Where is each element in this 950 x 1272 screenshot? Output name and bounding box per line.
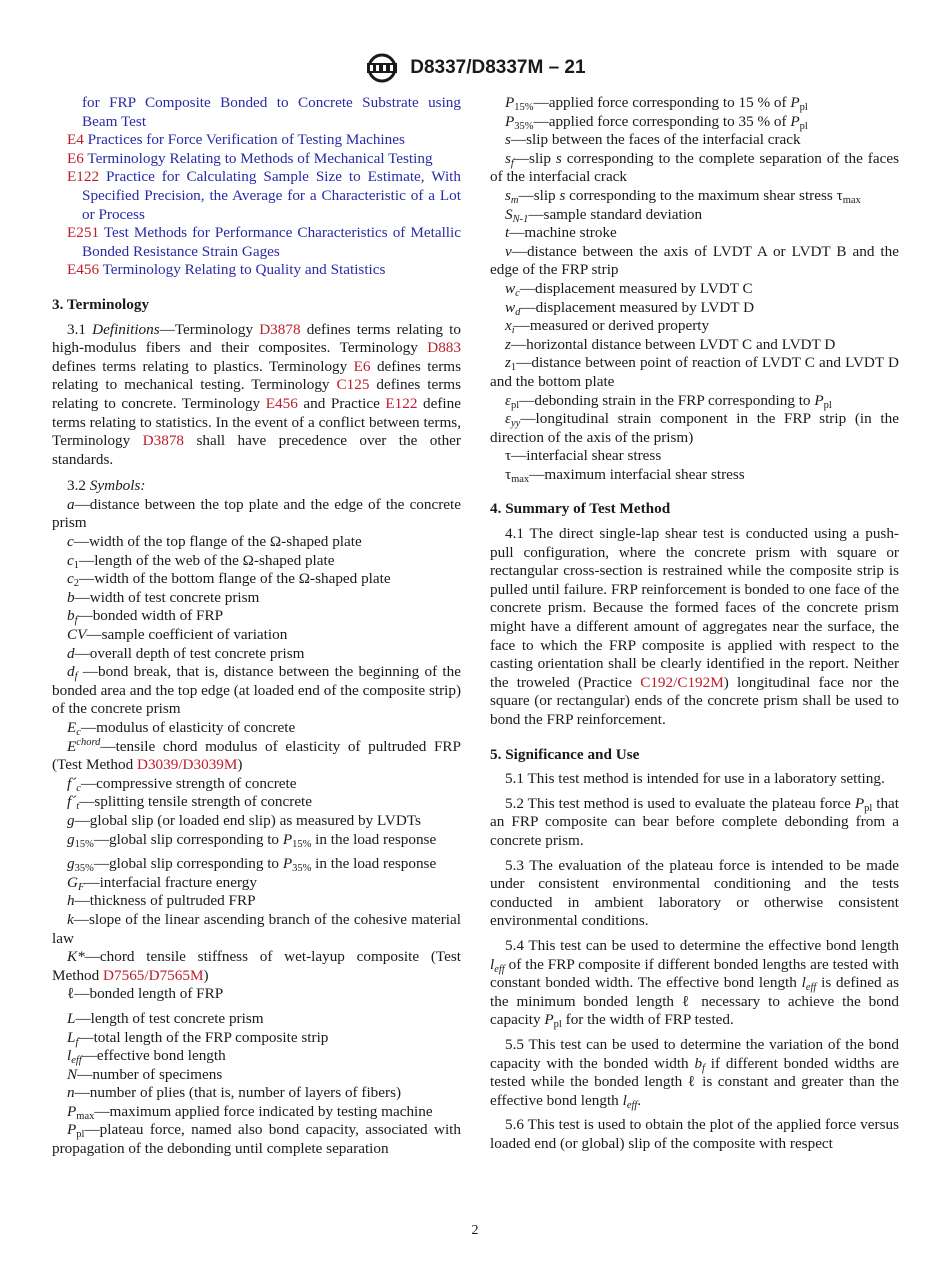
- symbol-ft: $f´_t—splitting$ tensile strength of concrete: [67, 793, 313, 813]
- symbol-ec: $E_c—modulus$ of elasticity of concrete: [67, 719, 296, 738]
- symbol-z1: $z_1—distance$ between point of reaction of LVDT C and LVDT D and the bottom plate: [490, 354, 899, 390]
- reference-e251[interactable]: E251 Test Methods for Performance Characteristics of Metallic Bonded Resistance Strain Gages: [67, 224, 461, 260]
- symbol-kstar: K*—chord tensile stiffness of wet-layup composite (Test Method D7565/D7565M): [52, 948, 461, 984]
- symbol-c: c—width of the top flange of the Ω-shaped plate: [67, 533, 362, 551]
- symbol-echord: $E^{chord}—tensile$ chord modulus of elasticity of pultruded FRP (Test Method D3039/D3039M): [52, 736, 461, 774]
- symbol-fc: $f´_c—compressive$ strength of concrete: [67, 774, 297, 794]
- symbol-ell: ℓ—bonded length of FRP: [67, 985, 224, 1003]
- paragraph-5-3: 5.3 The evaluation of the plateau force is intended to be made under consistent environmental conditioning and the tests conducted in ambient laboratory or otherwise consistent environmental conditions.: [490, 856, 899, 930]
- section-5-title: 5. Significance and Use: [490, 745, 640, 763]
- symbol-N: N—number of specimens: [67, 1065, 223, 1083]
- symbol-s: s—slip between the faces of the interfacial crack: [505, 131, 801, 149]
- ref-d883[interactable]: D883: [427, 339, 461, 357]
- symbol-tau: τ—interfacial shear stress: [505, 447, 662, 465]
- reference-e456[interactable]: E456 Terminology Relating to Quality and Statistics: [67, 261, 386, 279]
- symbol-taumax: $\tau_{max}—maximum$ interfacial shear stress: [505, 465, 745, 485]
- symbol-wc: $w_c—displacement$ measured by LVDT C: [505, 279, 753, 299]
- symbol-g35: $g_{35\%}—global$ slip corresponding to $P_{35\%}$ in the load response: [67, 855, 437, 875]
- symbol-gf: $G_F—interfacial$ fracture energy: [67, 873, 257, 893]
- symbol-d: d—overall depth of test concrete prism: [67, 644, 305, 662]
- symbol-c1: $c_1—length$ of the web of the Ω-shaped plate: [67, 551, 335, 571]
- ref-d3039[interactable]: D3039/D3039M: [136, 756, 238, 774]
- symbol-L: L—length of test concrete prism: [67, 1009, 264, 1027]
- symbol-ppl: $P_{pl}—plateau$ force, named also bond capacity, associated with propagation of the debonding until complete separation: [52, 1121, 461, 1158]
- right-column: [490, 94, 899, 1153]
- ref-d3878[interactable]: D3878: [259, 320, 301, 338]
- paragraph-5-4: 5.4 This test can be used to determine the effective bond length $l_{eff}$ of the FRP composite if different bonded lengths are tested with constant bonded width. The effective bond length $l_{eff}$ is defined as the minimum bonded length ℓ necessary to achieve the bond capacity $P_{pl}$ for the width of FRP tested.: [490, 936, 899, 1031]
- symbol-df: $d_f$ —bond break, that is, distance between the beginning of the bonded area and the top edge (at loaded end of the composite strip) of the concrete prism: [52, 663, 461, 718]
- paragraph-3-2: 3.2 Symbols:: [67, 477, 146, 495]
- symbol-h: h—thickness of pultruded FRP: [67, 892, 256, 910]
- reference-continued[interactable]: for FRP Composite Bonded to Concrete Substrate using Beam Test: [82, 94, 461, 130]
- symbol-b: b—width of test concrete prism: [67, 588, 260, 606]
- symbol-xi: $x_i—measured$ or derived property: [505, 317, 710, 337]
- symbol-leff: $l_{eff}—effective$ bond length: [67, 1047, 226, 1067]
- page-header: [0, 52, 950, 84]
- symbol-wd: $w_d—displacement$ measured by LVDT D: [505, 298, 755, 318]
- symbol-v: v—distance between the axis of LVDT A or LVDT B and the edge of the FRP strip: [490, 242, 899, 279]
- symbol-sn1: $S_{N-1}—sample$ standard deviation: [505, 205, 703, 225]
- left-column: [52, 94, 461, 1159]
- symbol-pmax: $P_{max}—maximum$ applied force indicated by testing machine: [67, 1102, 433, 1122]
- reference-e4[interactable]: E4 Practices for Force Verification of Testing Machines: [67, 131, 405, 149]
- symbol-epl: $\varepsilon_{pl}—debonding$ strain in the FRP corresponding to $P_{pl}$: [505, 391, 832, 411]
- paragraph-3-1: 3.1 Definitions—Terminology D3878 defines terms relating to high-modulus fibers and their composites. Terminology D883 defines terms relating to plastics. Terminology E6 defines terms relating to mechanical testing. Terminology C125 defines terms relating to concrete. Terminology E456 and Practice E122 define terms relating to statistics. In the event of a conflict between terms, Terminology D3878 shall have precedence over the other standards.: [52, 320, 461, 468]
- paragraph-4-1: 4.1 The direct single-lap shear test is conducted using a push-pull configuration, where the concrete prism with square or rectangular cross-section is restrained while the composite strip is pulled until failure. FRP reinforcement is bonded to one face of the concrete prism. Because the formed faces of the concrete prism might have a different amount of aggregates near the surface, the face to which the FRP composite is applied with respect to the casting orientation shall be clearly identified in the report. Neither the troweled (Practice C192/C192M) longitudinal face nor the square (or rectangular) ends of the concrete prism shall be used to bond the FRP reinforcement.: [490, 525, 900, 728]
- ref-c192[interactable]: C192/C192M: [640, 673, 724, 691]
- page-number: 2: [471, 1223, 479, 1238]
- paragraph-5-6: 5.6 This test is used to obtain the plot of the applied force versus loaded end (or global) slip of the composite with respect: [490, 1116, 899, 1152]
- reference-e6[interactable]: E6 Terminology Relating to Methods of Mechanical Testing: [67, 149, 433, 167]
- section-4-title: 4. Summary of Test Method: [490, 500, 671, 518]
- symbol-sf: $s_f—slip$ s corresponding to the complete separation of the faces of the interfacial crack: [490, 149, 899, 186]
- symbol-cv: CV—sample coefficient of variation: [67, 626, 288, 644]
- symbol-c2: $c_2—width$ of the bottom flange of the Ω-shaped plate: [67, 570, 391, 590]
- symbol-n: n—number of plies (that is, number of layers of fibers): [67, 1084, 402, 1102]
- paragraph-5-2: 5.2 This test method is used to evaluate the plateau force $P_{pl}$ that an FRP composite can bear before complete debonding from a concrete prism.: [490, 794, 899, 849]
- symbol-g15: $g_{15\%}—global$ slip corresponding to $P_{15\%}$ in the load response: [67, 830, 437, 850]
- symbol-Lf: $L_f—total$ length of the FRP composite strip: [67, 1028, 329, 1048]
- ref-d7565[interactable]: D7565/D7565M: [103, 966, 204, 984]
- symbol-p35: $P_{35\%}—applied$ force corresponding to 35 % of $P_{pl}$: [505, 112, 808, 132]
- paragraph-5-5: 5.5 This test can be used to determine the variation of the bond capacity with the bonded width $b_f$ if different bonded widths are tested while the bonded length ℓ is constant and greater than the effective bond length $l_{eff}$.: [490, 1035, 899, 1111]
- ref-e6[interactable]: E6: [353, 357, 371, 375]
- symbol-z: z—horizontal distance between LVDT C and LVDT D: [505, 335, 836, 353]
- symbol-p15: $P_{15\%}—applied$ force corresponding to 15 % of $P_{pl}$: [505, 94, 808, 113]
- symbol-k: k—slope of the linear ascending branch of the cohesive material law: [52, 910, 461, 947]
- symbol-g: g—global slip (or loaded end slip) as measured by LVDTs: [67, 811, 421, 829]
- paragraph-5-1: 5.1 This test method is intended for use in a laboratory setting.: [505, 770, 885, 788]
- ref-e456[interactable]: E456: [265, 394, 298, 412]
- symbol-sm: $s_m—slip$ s corresponding to the maximum shear stress $\tau_{max}$: [505, 186, 861, 206]
- standard-designation: D8337/D8337M – 21: [410, 56, 586, 78]
- reference-e122[interactable]: E122 Practice for Calculating Sample Size to Estimate, With Specified Precision, the Average for a Characteristic of a Lot or Process: [67, 168, 461, 223]
- symbol-a: a—distance between the top plate and the edge of the concrete prism: [52, 495, 461, 532]
- ref-d3878-2[interactable]: D3878: [142, 432, 185, 450]
- ref-c125[interactable]: C125: [336, 376, 370, 394]
- astm-logo: [364, 52, 400, 84]
- section-3-title: 3. Terminology: [52, 295, 150, 313]
- symbol-eyy: $\varepsilon_{yy}—longitudinal$ strain component in the FRP strip (in the direction of the axis of the prism): [490, 410, 899, 446]
- symbol-t: t—machine stroke: [505, 224, 617, 242]
- ref-e122[interactable]: E122: [385, 394, 418, 412]
- symbol-bf: $b_f—bonded$ width of FRP: [67, 607, 224, 627]
